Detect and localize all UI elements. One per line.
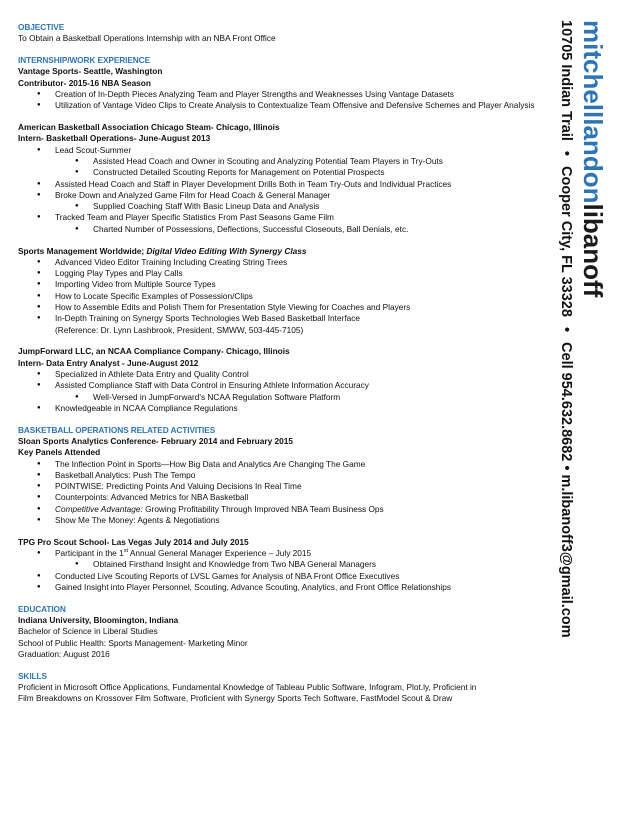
list-item: ● How to Locate Specific Examples of Possession/Clips (18, 291, 548, 302)
experience-heading: INTERNSHIP/WORK EXPERIENCE (18, 55, 151, 66)
phone-number: Cell 954.632.8682 (558, 342, 574, 462)
job-duties (18, 145, 548, 235)
job-role: Intern- Basketball Operations- June-August 2013 (18, 133, 211, 144)
list-item-text: Annual General Manager Experience – July 2015 (128, 548, 312, 559)
job-employer (18, 246, 548, 257)
list-item: ● Lead Scout-Summer (18, 145, 548, 156)
contact-sidebar (548, 20, 608, 810)
job-employer: JumpForward LLC, an NCAA Compliance Company- Chicago, Illinois (18, 346, 290, 357)
list-item: ● Assisted Compliance Staff with Data Control in Ensuring Athlete Information Accuracy (18, 380, 548, 391)
job-jumpforward (18, 346, 548, 414)
list-item: ● Counterpoints: Advanced Metrics for NBA Basketball (18, 492, 548, 503)
panel-italic-title: Competitive Advantage: (55, 503, 143, 514)
list-item: ● Advanced Video Editor Training Including Creating String Trees (18, 257, 548, 268)
education-graduation: Graduation: August 2016 (18, 649, 110, 660)
objective-text: To Obtain a Basketball Operations Internship with an NBA Front Office (18, 33, 276, 44)
list-item: ● The Inflection Point in Sports—How Big Data and Analytics Are Changing The Game (18, 459, 548, 470)
list-item: ● Show Me The Money: Agents & Negotiations (18, 515, 548, 526)
job-role: Intern- Data Entry Analyst - June-August 2012 (18, 357, 199, 368)
list-item-text: Participant in the 1 (55, 548, 124, 559)
activity-subtitle: Key Panels Attended (18, 447, 101, 458)
job-role: Contributor- 2015-16 NBA Season (18, 77, 151, 88)
contact-sidebar-rotated (548, 20, 608, 810)
education-minor: School of Public Health: Sports Management- Marketing Minor (18, 637, 248, 648)
job-employer: American Basketball Association Chicago Steam- Chicago, Illinois (18, 122, 280, 133)
address-city: Cooper City, FL 33328 (558, 165, 574, 317)
list-item: ● Assisted Head Coach and Staff in Player Development Drills Both in Team Try-Outs and Individual Practices (18, 179, 548, 190)
list-item: ● Supplied Coaching Staff With Basic Lineup Data and Analysis (18, 201, 548, 212)
objective-section (18, 22, 548, 45)
skills-text: Film Breakdowns on Krossover Film Software, Proficient with Synergy Sports Tech Software, FastModel Scout & Draw (18, 693, 453, 704)
education-heading: EDUCATION (18, 603, 66, 614)
activity-title: TPG Pro Scout School- Las Vegas July 2014 and July 2015 (18, 536, 249, 547)
list-item: ● Conducted Live Scouting Reports of LVSL Games for Analysis of NBA Front Office Executives (18, 571, 548, 582)
experience-section (18, 55, 548, 414)
list-item: ● Knowledgeable in NCAA Compliance Regulations (18, 403, 548, 414)
education-school: Indiana University, Bloomington, Indiana (18, 615, 179, 626)
activity-sloan (18, 436, 548, 526)
contact-line (554, 20, 578, 810)
activity-items (18, 459, 548, 527)
list-item: ● Creation of In-Depth Pieces Analyzing Team and Player Strengths and Weaknesses Using Vantage Datasets (18, 89, 548, 100)
job-employer-name: Sports Management Worldwide; (18, 245, 147, 256)
activities-heading: BASKETBALL OPERATIONS RELATED ACTIVITIES (18, 424, 216, 435)
list-item: ● Broke Down and Analyzed Game Film for Head Coach & General Manager (18, 190, 548, 201)
list-item: ● Gained Insight into Player Personnel, Scouting, Advance Scouting, Analytics, and Front Office Relationships (18, 582, 548, 593)
reference-text: (Reference: Dr. Lynn Lashbrook, President, SMWW, 503-445-7105) (55, 324, 304, 335)
activity-items (18, 548, 548, 593)
list-item: ● Well-Versed in JumpForward's NCAA Regulation Software Platform (18, 392, 548, 403)
list-item: ● How to Assemble Edits and Polish Them for Presentation Style Viewing for Coaches and Players (18, 302, 548, 313)
job-duties (18, 257, 548, 336)
candidate-last-name: libanoff (578, 203, 608, 298)
objective-heading: OBJECTIVE (18, 22, 65, 32)
list-item: ● Constructed Detailed Scouting Reports for Management on Potential Prospects (18, 167, 548, 178)
email-address: m.libanoff3@gmail.com (558, 474, 574, 638)
list-item: ● Basketball Analytics: Push The Tempo (18, 470, 548, 481)
job-vantage (18, 66, 548, 111)
list-item: ● Specialized in Athlete Data Entry and Quality Control (18, 369, 548, 380)
skills-section (18, 671, 548, 705)
list-item (18, 504, 548, 515)
list-item: ● POINTWISE: Predicting Points And Valuing Decisions In Real Time (18, 481, 548, 492)
job-duties (18, 89, 548, 112)
separator-dot: • (558, 326, 574, 333)
job-duties (18, 369, 548, 414)
list-item: ● Utilization of Vantage Video Clips to Create Analysis to Contextualize Team Offensive and Defensive Schemes and Player Analysis (18, 100, 548, 111)
activity-tpg (18, 537, 548, 593)
address-street: 10705 Indian Trail (558, 20, 574, 141)
list-item (18, 548, 548, 559)
candidate-first-middle-name: mitchelllandon (578, 20, 608, 204)
candidate-name (578, 20, 608, 810)
list-item: ● Logging Play Types and Play Calls (18, 268, 548, 279)
activity-title: Sloan Sports Analytics Conference- February 2014 and February 2015 (18, 436, 293, 446)
skills-heading: SKILLS (18, 670, 47, 681)
panel-subtitle: Growing Profitability Through Improved NBA Team Business Ops (142, 503, 384, 514)
ordinal-suffix: st (123, 548, 129, 555)
job-smww (18, 246, 548, 336)
resume-body (18, 22, 548, 715)
separator-dot: • (558, 150, 574, 156)
list-item (18, 313, 548, 336)
job-aba-chicago-steam (18, 122, 548, 235)
education-section (18, 604, 548, 660)
list-item: ● Tracked Team and Player Specific Statistics From Past Seasons Game Film (18, 212, 548, 223)
skills-text: Proficient in Microsoft Office Applications, Fundamental Knowledge of Tableau Public Software, Infogram, Plot.ly, Proficient in (18, 682, 477, 693)
activities-section (18, 425, 548, 594)
list-item: ● Charted Number of Possessions, Deflections, Successful Closeouts, Ball Denials, etc. (18, 224, 548, 235)
list-item: ● Obtained Firsthand Insight and Knowledge from Two NBA General Managers (18, 559, 548, 570)
job-course: Digital Video Editing With Synergy Class (146, 245, 307, 256)
list-item: ● Importing Video from Multiple Source Types (18, 279, 548, 290)
education-degree: Bachelor of Science in Liberal Studies (18, 626, 158, 637)
job-employer: Vantage Sports- Seattle, Washington (18, 66, 163, 77)
separator-dot: • (558, 465, 574, 471)
list-item-text: ● In-Depth Training on Synergy Sports Technologies Web Based Basketball Interface (55, 313, 361, 324)
list-item: ● Assisted Head Coach and Owner in Scouting and Analyzing Potential Team Players in Try-Outs (18, 156, 548, 167)
